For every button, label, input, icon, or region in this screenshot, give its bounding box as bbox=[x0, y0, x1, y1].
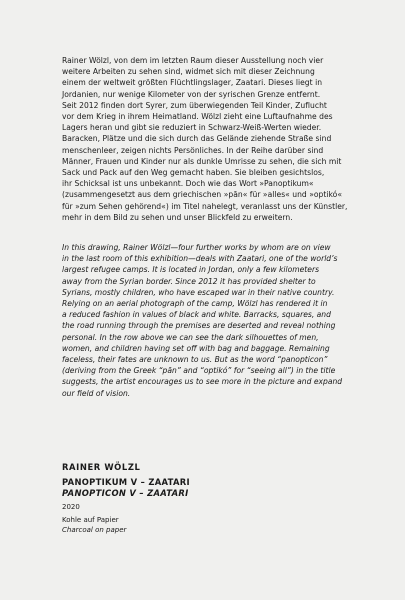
artwork-year: 2020 bbox=[62, 503, 80, 511]
german-description: Rainer Wölzl, von dem im letzten Raum dieser Ausstellung noch vier weitere Arbeiten zu sehen sind, widmet sich mit dieser Zeichnung einem der weltweit größten Flüchtlingslager, Zaatari. Dieses liegt in Jordanien, nur wenige Kilometer von der syrischen Grenze entfernt. Seit 2012 finden dort Syrer, zum überwiegenden Teil Kinder, Zuflucht vor dem Krieg in ihrem Heimatland. Wölzl zieht eine Luftaufnahme des Lagers heran und gibt sie reduziert in Schwarz-Weiß-Werten wieder. Baracken, Plätze und die sich durch das Gelände ziehende Straße sind menschenleer, zeigen nichts Persönliches. In der Reihe darüber sind Männer, Frauen und Kinder nur als dunkle Umrisse zu sehen, die sich mit Sack und Pack auf den Weg gemacht haben. Sie bleiben gesichtslos, ihr Schicksal ist uns unbekannt. Doch wie das Wort »Panoptikum« (zusammengesetzt aus dem griechischen »pān« für »alles« und »optikó« für »zum Sehen gehörend«) im Titel nahelegt, veranlasst uns der Künstler, mehr in dem Bild zu sehen und unser Blickfeld zu erweitern. bbox=[62, 56, 348, 222]
english-description: In this drawing, Rainer Wölzl—four further works by whom are on view in the last room of this exhibition—deals with Zaatari, one of the world’s largest refugee camps. It is located in Jordan, only a few kilometers away from the Syrian border. Since 2012 it has provided shelter to Syrians, mostly children, who have escaped war in their native country. Relying on an aerial photograph of the camp, Wölzl has rendered it in a reduced fashion in values of black and white. Barracks, squares, and the road running through the premises are deserted and reveal nothing personal. In the row above we can see the dark silhouettes of men, women, and children having set off with bag and baggage. Remaining faceless, their fates are unknown to us. But as the word “panopticon” (deriving from the Greek “pān” and “optikó” for “seeing all”) in the title suggests, the artist encourages us to see more in the picture and expand our field of vision. bbox=[62, 243, 343, 398]
artwork-title-german: PANOPTIKUM V – ZAATARI bbox=[62, 477, 190, 487]
artwork-title-english: PANOPTICON V – ZAATARI bbox=[62, 488, 189, 498]
artwork-label bbox=[62, 462, 352, 535]
medium-german: Kohle auf Papier bbox=[62, 516, 119, 524]
medium-english: Charcoal on paper bbox=[62, 525, 127, 534]
artist-name: RAINER WÖLZL bbox=[62, 462, 141, 472]
